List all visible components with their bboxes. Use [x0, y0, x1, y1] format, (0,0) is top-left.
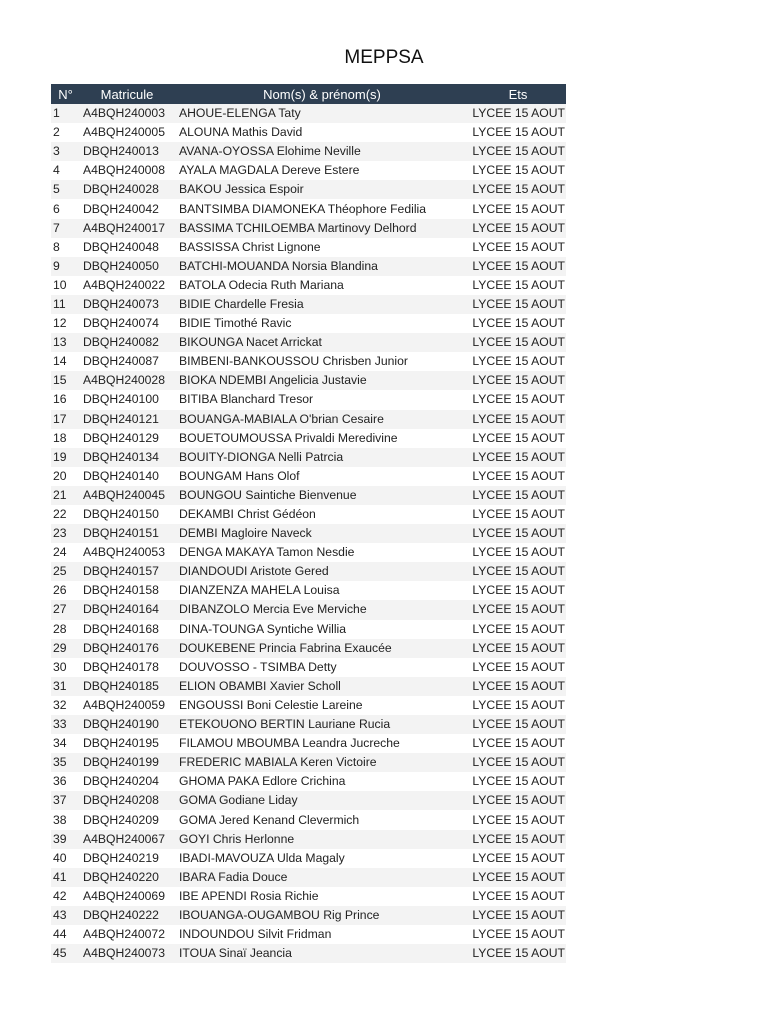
row-name: IBARA Fadia Douce	[174, 868, 470, 887]
row-name: IBE APENDI Rosia Richie	[174, 887, 470, 906]
row-ets: LYCEE 15 AOUT	[470, 810, 566, 829]
table-row	[51, 448, 566, 467]
table-row	[51, 314, 566, 333]
row-number: 2	[51, 123, 80, 142]
row-ets: LYCEE 15 AOUT	[470, 276, 566, 295]
table-row	[51, 868, 566, 887]
table-row	[51, 352, 566, 371]
table-row	[51, 543, 566, 562]
row-ets: LYCEE 15 AOUT	[470, 734, 566, 753]
table-row	[51, 849, 566, 868]
row-number: 27	[51, 600, 80, 619]
row-name: ELION OBAMBI Xavier Scholl	[174, 677, 470, 696]
table-row	[51, 467, 566, 486]
row-matricule: DBQH240082	[80, 333, 174, 352]
table-row	[51, 581, 566, 600]
row-name: DIANDOUDI Aristote Gered	[174, 562, 470, 581]
row-name: BASSIMA TCHILOEMBA Martinovy Delhord	[174, 219, 470, 238]
row-matricule: DBQH240164	[80, 600, 174, 619]
row-name: IBADI-MAVOUZA Ulda Magaly	[174, 849, 470, 868]
table-row	[51, 123, 566, 142]
row-number: 37	[51, 791, 80, 810]
row-name: AYALA MAGDALA Dereve Estere	[174, 161, 470, 180]
row-ets: LYCEE 15 AOUT	[470, 142, 566, 161]
table-row	[51, 925, 566, 944]
row-ets: LYCEE 15 AOUT	[470, 791, 566, 810]
row-matricule: A4BQH240003	[80, 104, 174, 123]
table-row	[51, 887, 566, 906]
row-matricule: DBQH240100	[80, 390, 174, 409]
row-matricule: A4BQH240017	[80, 219, 174, 238]
row-number: 17	[51, 410, 80, 429]
row-matricule: DBQH240219	[80, 849, 174, 868]
row-matricule: A4BQH240028	[80, 371, 174, 390]
table-row	[51, 562, 566, 581]
row-name: BOUNGAM Hans Olof	[174, 467, 470, 486]
row-matricule: A4BQH240008	[80, 161, 174, 180]
row-matricule: DBQH240185	[80, 677, 174, 696]
row-name: DOUKEBENE Princia Fabrina Exaucée	[174, 639, 470, 658]
row-ets: LYCEE 15 AOUT	[470, 581, 566, 600]
row-number: 9	[51, 257, 80, 276]
table-row	[51, 104, 566, 123]
row-ets: LYCEE 15 AOUT	[470, 849, 566, 868]
row-number: 29	[51, 639, 80, 658]
row-ets: LYCEE 15 AOUT	[470, 600, 566, 619]
row-ets: LYCEE 15 AOUT	[470, 371, 566, 390]
row-ets: LYCEE 15 AOUT	[470, 448, 566, 467]
row-ets: LYCEE 15 AOUT	[470, 944, 566, 963]
row-number: 41	[51, 868, 80, 887]
row-matricule: DBQH240140	[80, 467, 174, 486]
row-ets: LYCEE 15 AOUT	[470, 219, 566, 238]
row-matricule: DBQH240178	[80, 658, 174, 677]
row-matricule: DBQH240013	[80, 142, 174, 161]
row-ets: LYCEE 15 AOUT	[470, 467, 566, 486]
table-row	[51, 715, 566, 734]
row-number: 12	[51, 314, 80, 333]
header-matricule: Matricule	[80, 84, 174, 104]
row-ets: LYCEE 15 AOUT	[470, 390, 566, 409]
row-ets: LYCEE 15 AOUT	[470, 887, 566, 906]
row-matricule: DBQH240074	[80, 314, 174, 333]
row-number: 10	[51, 276, 80, 295]
row-matricule: A4BQH240069	[80, 887, 174, 906]
header-name: Nom(s) & prénom(s)	[174, 84, 470, 104]
row-ets: LYCEE 15 AOUT	[470, 257, 566, 276]
table-row	[51, 810, 566, 829]
table-row	[51, 333, 566, 352]
table-row	[51, 639, 566, 658]
header-ets: Ets	[470, 84, 566, 104]
row-matricule: DBQH240220	[80, 868, 174, 887]
row-name: DENGA MAKAYA Tamon Nesdie	[174, 543, 470, 562]
row-number: 34	[51, 734, 80, 753]
row-name: DIBANZOLO Mercia Eve Merviche	[174, 600, 470, 619]
table-row	[51, 753, 566, 772]
row-ets: LYCEE 15 AOUT	[470, 486, 566, 505]
table-row	[51, 410, 566, 429]
header-row	[51, 84, 566, 104]
table-row	[51, 906, 566, 925]
row-ets: LYCEE 15 AOUT	[470, 295, 566, 314]
row-name: BAKOU Jessica Espoir	[174, 180, 470, 199]
table-header	[51, 84, 566, 104]
row-matricule: A4BQH240059	[80, 696, 174, 715]
row-name: BIDIE Timothé Ravic	[174, 314, 470, 333]
row-name: DIANZENZA MAHELA Louisa	[174, 581, 470, 600]
row-number: 38	[51, 810, 80, 829]
row-name: ALOUNA Mathis David	[174, 123, 470, 142]
row-ets: LYCEE 15 AOUT	[470, 333, 566, 352]
row-ets: LYCEE 15 AOUT	[470, 925, 566, 944]
table-row	[51, 791, 566, 810]
table-row	[51, 734, 566, 753]
row-matricule: A4BQH240072	[80, 925, 174, 944]
row-ets: LYCEE 15 AOUT	[470, 562, 566, 581]
row-ets: LYCEE 15 AOUT	[470, 180, 566, 199]
table-row	[51, 161, 566, 180]
row-name: BOUANGA-MABIALA O'brian Cesaire	[174, 410, 470, 429]
row-name: BATOLA Odecia Ruth Mariana	[174, 276, 470, 295]
table-row	[51, 429, 566, 448]
row-number: 44	[51, 925, 80, 944]
row-matricule: DBQH240121	[80, 410, 174, 429]
table-row	[51, 390, 566, 409]
row-number: 13	[51, 333, 80, 352]
row-number: 28	[51, 620, 80, 639]
table-row	[51, 276, 566, 295]
row-name: BIKOUNGA Nacet Arrickat	[174, 333, 470, 352]
row-name: BITIBA Blanchard Tresor	[174, 390, 470, 409]
row-matricule: DBQH240195	[80, 734, 174, 753]
row-number: 16	[51, 390, 80, 409]
table-row	[51, 600, 566, 619]
row-matricule: A4BQH240022	[80, 276, 174, 295]
row-ets: LYCEE 15 AOUT	[470, 772, 566, 791]
table-row	[51, 830, 566, 849]
table-row	[51, 944, 566, 963]
row-number: 45	[51, 944, 80, 963]
row-matricule: DBQH240151	[80, 524, 174, 543]
row-ets: LYCEE 15 AOUT	[470, 620, 566, 639]
table-row	[51, 142, 566, 161]
table-row	[51, 180, 566, 199]
table-row	[51, 257, 566, 276]
table-row	[51, 199, 566, 218]
row-name: BATCHI-MOUANDA Norsia Blandina	[174, 257, 470, 276]
row-number: 24	[51, 543, 80, 562]
row-ets: LYCEE 15 AOUT	[470, 868, 566, 887]
row-name: DOUVOSSO - TSIMBA Detty	[174, 658, 470, 677]
row-number: 11	[51, 295, 80, 314]
row-number: 35	[51, 753, 80, 772]
table-body	[51, 104, 566, 963]
row-number: 39	[51, 830, 80, 849]
row-name: BOUETOUMOUSSA Privaldi Meredivine	[174, 429, 470, 448]
table-row	[51, 620, 566, 639]
row-ets: LYCEE 15 AOUT	[470, 658, 566, 677]
row-ets: LYCEE 15 AOUT	[470, 104, 566, 123]
row-matricule: DBQH240199	[80, 753, 174, 772]
row-number: 30	[51, 658, 80, 677]
table-row	[51, 677, 566, 696]
row-matricule: A4BQH240005	[80, 123, 174, 142]
row-ets: LYCEE 15 AOUT	[470, 429, 566, 448]
row-ets: LYCEE 15 AOUT	[470, 352, 566, 371]
row-number: 14	[51, 352, 80, 371]
row-matricule: A4BQH240053	[80, 543, 174, 562]
row-number: 33	[51, 715, 80, 734]
row-name: BOUITY-DIONGA Nelli Patrcia	[174, 448, 470, 467]
row-name: BANTSIMBA DIAMONEKA Théophore Fedilia	[174, 199, 470, 218]
row-number: 23	[51, 524, 80, 543]
table-row	[51, 772, 566, 791]
row-name: INDOUNDOU Silvit Fridman	[174, 925, 470, 944]
row-ets: LYCEE 15 AOUT	[470, 123, 566, 142]
row-name: GOYI Chris Herlonne	[174, 830, 470, 849]
row-matricule: DBQH240190	[80, 715, 174, 734]
row-ets: LYCEE 15 AOUT	[470, 753, 566, 772]
row-name: BIOKA NDEMBI Angelicia Justavie	[174, 371, 470, 390]
row-name: BOUNGOU Saintiche Bienvenue	[174, 486, 470, 505]
row-number: 15	[51, 371, 80, 390]
row-name: BASSISSA Christ Lignone	[174, 238, 470, 257]
row-name: DEKAMBI Christ Gédéon	[174, 505, 470, 524]
table-row	[51, 696, 566, 715]
row-name: DINA-TOUNGA Syntiche Willia	[174, 620, 470, 639]
row-ets: LYCEE 15 AOUT	[470, 830, 566, 849]
row-number: 8	[51, 238, 80, 257]
row-name: ITOUA Sinaï Jeancia	[174, 944, 470, 963]
row-ets: LYCEE 15 AOUT	[470, 161, 566, 180]
row-name: FILAMOU MBOUMBA Leandra Jucreche	[174, 734, 470, 753]
row-name: GOMA Godiane Liday	[174, 791, 470, 810]
row-matricule: DBQH240208	[80, 791, 174, 810]
row-matricule: A4BQH240067	[80, 830, 174, 849]
row-name: BIMBENI-BANKOUSSOU Chrisben Junior	[174, 352, 470, 371]
row-matricule: A4BQH240045	[80, 486, 174, 505]
row-matricule: DBQH240028	[80, 180, 174, 199]
row-matricule: DBQH240073	[80, 295, 174, 314]
page-title: MEPPSA	[344, 47, 424, 68]
row-ets: LYCEE 15 AOUT	[470, 505, 566, 524]
row-matricule: DBQH240209	[80, 810, 174, 829]
row-number: 43	[51, 906, 80, 925]
row-ets: LYCEE 15 AOUT	[470, 524, 566, 543]
row-number: 3	[51, 142, 80, 161]
row-number: 22	[51, 505, 80, 524]
row-ets: LYCEE 15 AOUT	[470, 543, 566, 562]
row-ets: LYCEE 15 AOUT	[470, 314, 566, 333]
student-table	[51, 84, 566, 963]
row-number: 20	[51, 467, 80, 486]
row-number: 21	[51, 486, 80, 505]
row-number: 1	[51, 104, 80, 123]
row-matricule: DBQH240150	[80, 505, 174, 524]
row-matricule: DBQH240168	[80, 620, 174, 639]
row-ets: LYCEE 15 AOUT	[470, 715, 566, 734]
row-name: AHOUE-ELENGA Taty	[174, 104, 470, 123]
table-row	[51, 371, 566, 390]
row-number: 26	[51, 581, 80, 600]
row-name: FREDERIC MABIALA Keren Victoire	[174, 753, 470, 772]
row-ets: LYCEE 15 AOUT	[470, 677, 566, 696]
row-name: DEMBI Magloire Naveck	[174, 524, 470, 543]
row-ets: LYCEE 15 AOUT	[470, 906, 566, 925]
row-ets: LYCEE 15 AOUT	[470, 696, 566, 715]
row-number: 18	[51, 429, 80, 448]
row-number: 42	[51, 887, 80, 906]
row-number: 5	[51, 180, 80, 199]
row-number: 25	[51, 562, 80, 581]
row-matricule: DBQH240048	[80, 238, 174, 257]
table-row	[51, 295, 566, 314]
row-name: GHOMA PAKA Edlore Crichina	[174, 772, 470, 791]
row-name: AVANA-OYOSSA Elohime Neville	[174, 142, 470, 161]
table-row	[51, 505, 566, 524]
row-matricule: DBQH240134	[80, 448, 174, 467]
row-name: IBOUANGA-OUGAMBOU Rig Prince	[174, 906, 470, 925]
row-number: 7	[51, 219, 80, 238]
row-matricule: DBQH240042	[80, 199, 174, 218]
table-row	[51, 219, 566, 238]
row-number: 19	[51, 448, 80, 467]
row-matricule: DBQH240204	[80, 772, 174, 791]
row-matricule: DBQH240129	[80, 429, 174, 448]
table-row	[51, 486, 566, 505]
row-number: 32	[51, 696, 80, 715]
row-matricule: DBQH240050	[80, 257, 174, 276]
header-number: N°	[51, 84, 80, 104]
row-name: ETEKOUONO BERTIN Lauriane Rucia	[174, 715, 470, 734]
row-matricule: DBQH240087	[80, 352, 174, 371]
row-number: 31	[51, 677, 80, 696]
row-matricule: DBQH240157	[80, 562, 174, 581]
row-name: GOMA Jered Kenand Clevermich	[174, 810, 470, 829]
row-matricule: DBQH240176	[80, 639, 174, 658]
table-row	[51, 658, 566, 677]
row-name: BIDIE Chardelle Fresia	[174, 295, 470, 314]
row-number: 6	[51, 199, 80, 218]
row-name: ENGOUSSI Boni Celestie Lareine	[174, 696, 470, 715]
row-ets: LYCEE 15 AOUT	[470, 410, 566, 429]
table-row	[51, 238, 566, 257]
row-matricule: A4BQH240073	[80, 944, 174, 963]
table-row	[51, 524, 566, 543]
row-ets: LYCEE 15 AOUT	[470, 199, 566, 218]
row-matricule: DBQH240158	[80, 581, 174, 600]
row-ets: LYCEE 15 AOUT	[470, 639, 566, 658]
row-number: 40	[51, 849, 80, 868]
row-number: 36	[51, 772, 80, 791]
row-matricule: DBQH240222	[80, 906, 174, 925]
row-number: 4	[51, 161, 80, 180]
row-ets: LYCEE 15 AOUT	[470, 238, 566, 257]
